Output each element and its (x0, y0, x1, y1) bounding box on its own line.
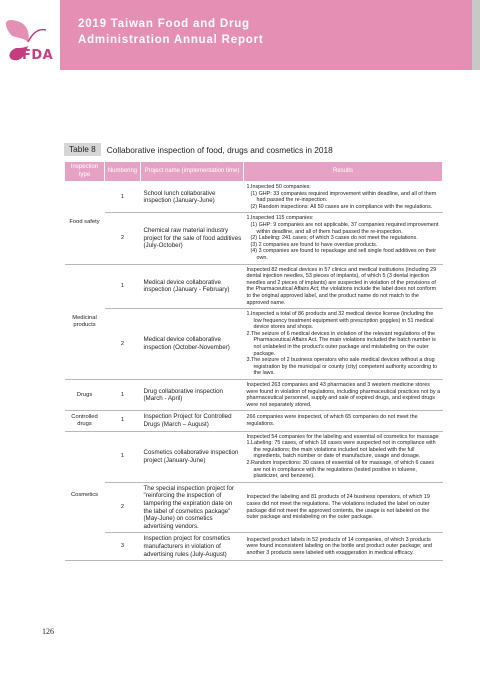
result-line: 1.Inspected 115 companies: (246, 215, 314, 222)
result-line: 1.Labeling: 75 cases, of which 18 cases were suspected not in compliance with the regulations; the main violations included not labeled with the full ingredients, batch number or date of manufacture, usage and dosage. (246, 440, 436, 460)
project-name-cell: Medical device collaborative inspection (October-November) (141, 309, 244, 380)
type-cell: Medicinal products (65, 264, 105, 380)
report-title-line2: Administration Annual Report (78, 34, 264, 46)
result-line: 2.The seizure of 6 medical devices in violation of the relevant regulations of the Pharmaceutical Affairs Act. The main violations included the batch number is not unlabeled in the product's outer package and mislabeling on the outer package. (246, 330, 436, 357)
result-line: 1.Inspected a total of 86 products and 32 medical device license (including the low frequency treatment equipment with prescription goggles) in 51 medical device stores and shops. (246, 311, 434, 331)
table-row (65, 213, 443, 264)
table-row (65, 533, 443, 561)
table-row (65, 309, 443, 380)
results-cell (244, 264, 443, 309)
result-line: (1) GHP: 33 companies required improvement within deadline, and all of them had passed the re-inspection. (250, 190, 437, 204)
project-name-cell: The special inspection project for "reinforcing the inspection of tampering the expiration date on the label of cosmetics package" (May-June) on cosmetics advertising vendors. (141, 482, 244, 533)
table-caption (64, 143, 333, 156)
inspection-table (64, 161, 443, 561)
result-line: 1.Inspected 50 companies: (246, 184, 311, 190)
result-line: Inspected 54 companies for the labeling and essential oil cosmetics for massage (246, 433, 439, 440)
table-header-row (65, 162, 443, 182)
table-title: Collaborative inspection of food, drugs and cosmetics in 2018 (106, 144, 333, 155)
project-name-cell: School lunch collaborative inspection (January-June) (141, 182, 244, 213)
numbering-cell: 1 (105, 182, 141, 213)
numbering-cell: 2 (105, 213, 141, 264)
col-header-numbering: Numbering (105, 162, 141, 182)
table-row (65, 264, 443, 309)
result-line: (4) 3 companies are found to repackage and sell single food additives on their own. (250, 248, 436, 261)
results-cell (244, 182, 443, 213)
results-cell (244, 482, 443, 533)
page-header (0, 0, 480, 70)
logo-area (0, 0, 60, 70)
results-cell (244, 309, 443, 380)
page-number: 126 (42, 627, 54, 636)
table-row (65, 380, 443, 411)
col-header-results: Results (244, 162, 443, 182)
header-edge-tab (472, 0, 480, 70)
result-line: 2.Random inspections: 30 cases of essential oil for massage, of which 6 cases are not in compliance with the regulations (tested positive in toluene, plasticizer, and benzene). (246, 459, 435, 480)
table-row (65, 411, 443, 431)
result-line: 266 companies were inspected, of which 65 companies do not meet the regulations. (246, 414, 418, 427)
results-cell (244, 380, 443, 411)
numbering-cell: 1 (105, 431, 141, 482)
numbering-cell: 2 (105, 482, 141, 533)
numbering-cell: 2 (105, 309, 141, 380)
numbering-cell: 3 (105, 533, 141, 561)
col-header-type: Inspection type (65, 162, 105, 182)
report-title (78, 16, 264, 48)
logo-text: FDA (22, 48, 54, 63)
type-cell: Controlled drugs (65, 411, 105, 431)
result-line: Inspected product labels in 52 products of 14 companies, of which 3 products were found inconsistent labeling on the bottle and product outer package; and another 3 products were labeled with exaggeration in medical efficacy. (246, 536, 433, 556)
results-cell (244, 213, 443, 264)
col-header-project: Project name (implementation time) (141, 162, 244, 182)
project-name-cell: Drug collaborative inspection (March - April) (141, 380, 244, 411)
result-line: (3) 2 companies are found to have overdue products. (250, 241, 378, 248)
table-row (65, 431, 443, 482)
table-number: Table 8 (64, 143, 101, 156)
results-cell (244, 431, 443, 482)
project-name-cell: Chemical raw material industry project for the sale of food additives (July-October) (141, 213, 244, 264)
result-line: Inspected 263 companies and 43 pharmacies and 3 western medicine stores were found in violation of regulations, including pharmaceutical practices not by a pharmaceutical personnel, supply and sale of expired drugs, and expired drugs were not separately stored. (246, 382, 441, 408)
report-title-line1: 2019 Taiwan Food and Drug (78, 18, 250, 30)
project-name-cell: Inspection project for cosmetics manufacturers in violation of advertising rules (July-August) (141, 533, 244, 561)
numbering-cell: 1 (105, 411, 141, 431)
numbering-cell: 1 (105, 264, 141, 309)
project-name-cell: Medical device collaborative inspection (January - February) (141, 264, 244, 309)
result-line: (2) Random inspections: All 50 cases are in compliance with the regulations. (250, 203, 433, 210)
result-line: 3.The seizure of 2 business operators who sale medical devices without a drug registration by the municipal or county (city) competent authority according to the laws. (246, 357, 438, 377)
results-cell (244, 533, 443, 561)
results-cell (244, 411, 443, 431)
type-cell: Food safety (65, 182, 105, 265)
result-line: Inspected the labeling and 81 products of 24 business operators, of which 19 cases did not meet the regulations. The violations included the label on outer package did not meet the approved contents, the usage is not labeled on the outer package and mislabeling on the outer package. (246, 494, 430, 521)
numbering-cell: 1 (105, 380, 141, 411)
result-line: (1) GHP: 9 companies are not applicable, 37 companies required improvement within deadline, and all of them had passed the re-inspection. (250, 221, 439, 235)
project-name-cell: Cosmetics collaborative inspection project (January-June) (141, 431, 244, 482)
result-line: Inspected 82 medical devices in 57 clinics and medical institutions (including 29 dental injection needles, 53 pieces of implants), of which 5 (3 dental injection needles and 2 pieces of implants) are suspected in violation of the provisions of the Pharmaceutical Affairs Act; the violations include the label does not conform to the original approved label, and the product name do not match to the approved name. (246, 266, 437, 306)
type-cell: Drugs (65, 380, 105, 411)
result-line: (2) Labeling: 241 cases; of which 3 cases do not meet the regulations. (250, 235, 418, 242)
type-cell: Cosmetics (65, 431, 105, 561)
project-name-cell: Inspection Project for Controlled Drugs (March – August) (141, 411, 244, 431)
table-row (65, 482, 443, 533)
table-row (65, 182, 443, 213)
